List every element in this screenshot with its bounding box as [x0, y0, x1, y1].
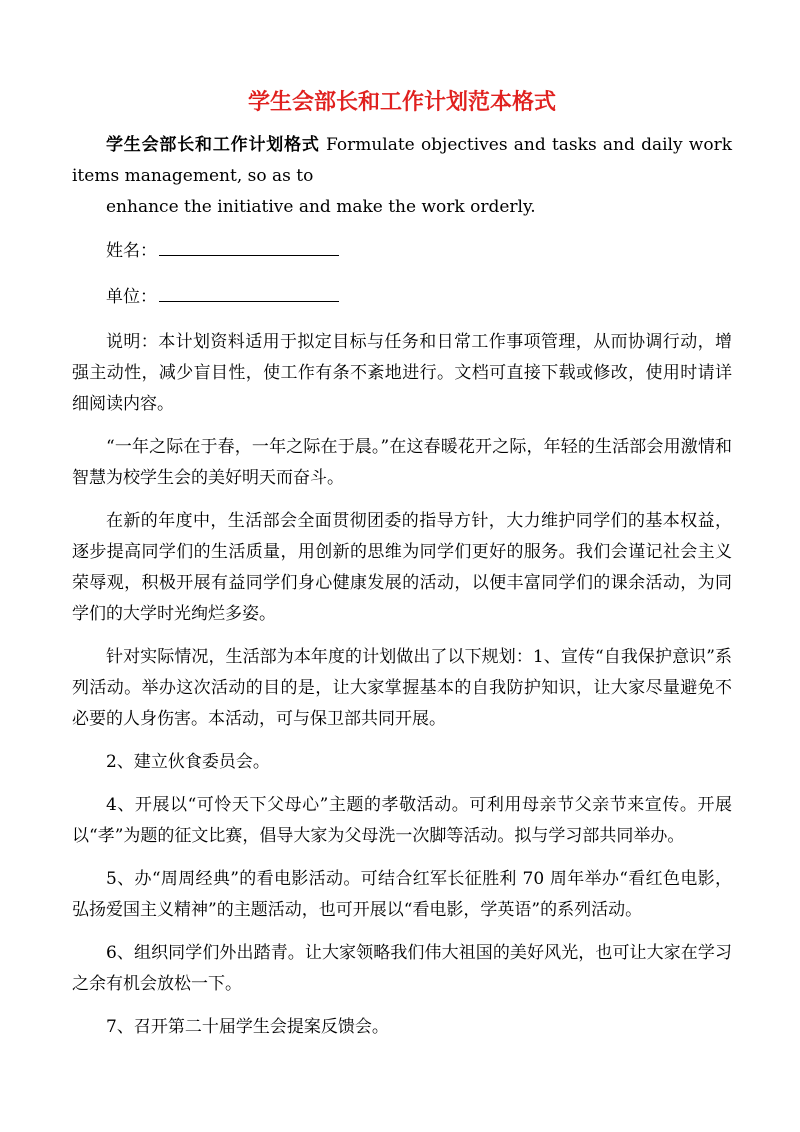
- intro-english-1: Formulate objectives and tasks and daily work items management, so as to: [72, 135, 733, 186]
- intro-paragraph: [72, 130, 732, 192]
- paragraph-description: 说明：本计划资料适用于拟定目标与任务和日常工作事项管理，从而协调行动，增强主动性，减少盲目性，使工作有条不紊地进行。文档可直接下载或修改，使用时请详细阅读内容。: [72, 332, 732, 414]
- paragraph-plan-2: 2、建立伙食委员会。: [106, 752, 270, 772]
- paragraph-plan-5: 5、办“周周经典”的看电影活动。可结合红军长征胜利 70 周年举办“看红色电影，弘扬爱国主义精神”的主题活动，也可开展以“看电影，学英语”的系列活动。: [72, 869, 732, 920]
- paragraph-plan-7: 7、召开第二十届学生会提案反馈会。: [106, 1017, 389, 1037]
- unit-label: 单位：: [106, 287, 157, 307]
- paragraph-new-year: 在新的年度中，生活部会全面贯彻团委的指导方针，大力维护同学们的基本权益，逐步提高同学们的生活质量，用创新的思维为同学们更好的服务。我们会谨记社会主义荣辱观，积极开展有益同学们身心健康发展的活动，以便丰富同学们的课余活动，为同学们的大学时光绚烂多姿。: [72, 511, 732, 624]
- paragraph-plan-1: 针对实际情况，生活部为本年度的计划做出了以下规划：1、宣传“自我保护意识”系列活动。举办这次活动的目的是，让大家掌握基本的自我防护知识，让大家尽量避免不必要的人身伤害。本活动，可与保卫部共同开展。: [72, 647, 732, 729]
- paragraph-plan-6: 6、组织同学们外出踏青。让大家领略我们伟大祖国的美好风光，也可让大家在学习之余有机会放松一下。: [72, 943, 732, 994]
- unit-field: [72, 281, 732, 313]
- unit-blank-line: [159, 281, 339, 302]
- paragraph-plan-4: 4、开展以“可怜天下父母心”主题的孝敬活动。可利用母亲节父亲节来宣传。开展以“孝”为题的征文比赛，倡导大家为父母洗一次脚等活动。拟与学习部共同举办。: [72, 795, 732, 846]
- document-page: [72, 88, 732, 1055]
- intro-heading: 学生会部长和工作计划格式: [106, 135, 320, 155]
- name-field: [72, 235, 732, 267]
- paragraph-quote: “一年之际在于春，一年之际在于晨。”在这春暖花开之际，年轻的生活部会用激情和智慧为校学生会的美好明天而奋斗。: [72, 437, 732, 488]
- intro-paragraph-continued: [72, 192, 732, 223]
- document-title: 学生会部长和工作计划范本格式: [247, 90, 556, 115]
- name-blank-line: [159, 235, 339, 256]
- name-label: 姓名：: [106, 241, 157, 261]
- intro-english-2: enhance the initiative and make the work orderly.: [106, 197, 536, 217]
